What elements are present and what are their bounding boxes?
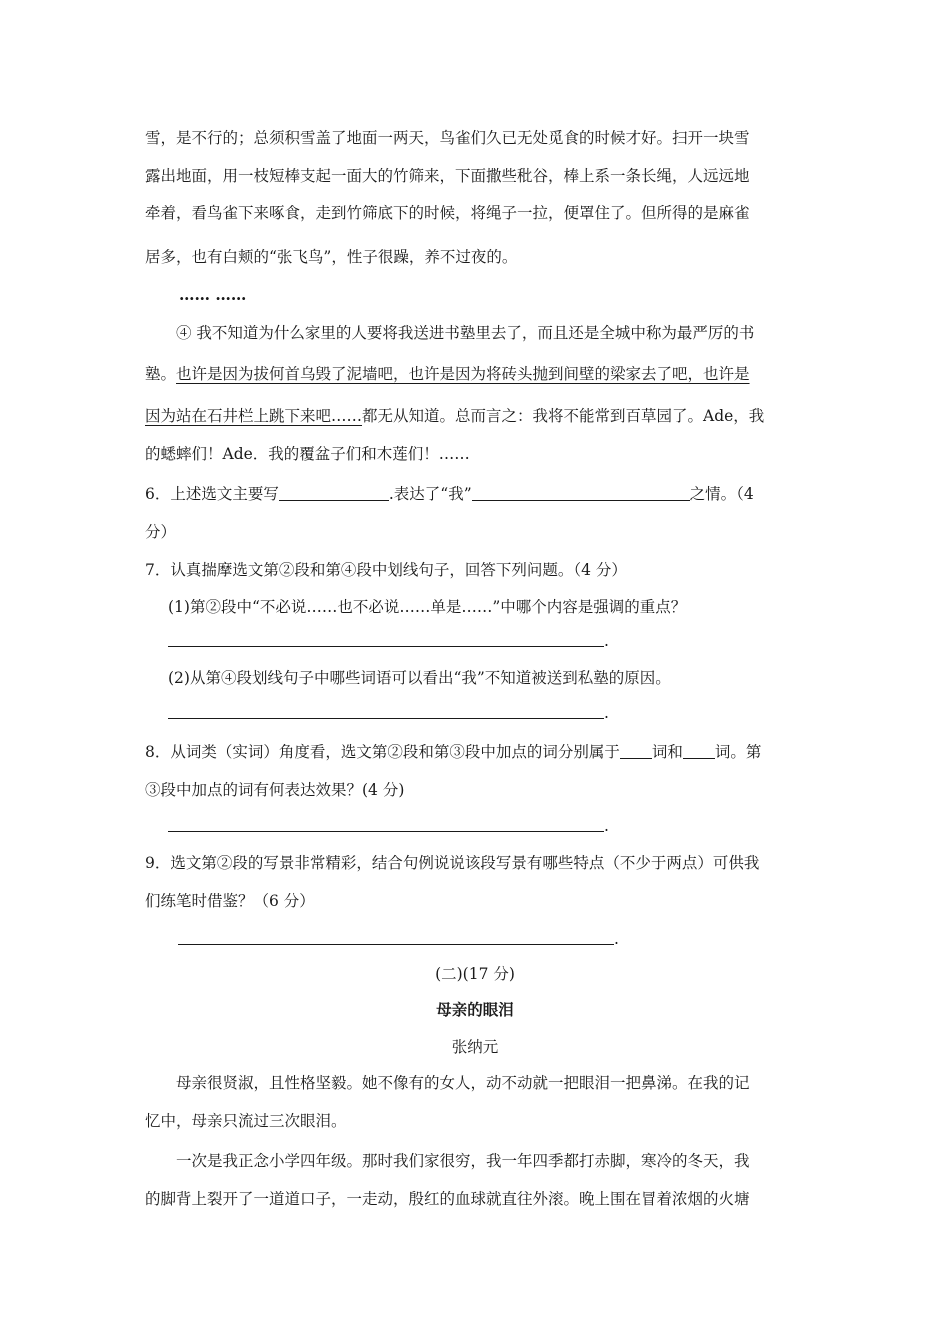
answer-line-8-period: . [604,817,609,835]
question-6-blank-1[interactable] [279,486,389,501]
passage-line-2: 露出地面，用一枝短棒支起一面大的竹筛来，下面撒些秕谷，棒上系一条长绳，人远远地 [145,167,750,185]
underlined-sentence-part-2: 因为站在石井栏上跳下来吧…… [145,407,363,425]
passage-line-1: 雪，是不行的；总须积雪盖了地面一两天，鸟雀们久已无处觅食的时候才好。扫开一块雪 [145,129,750,147]
paragraph-4-line-2-plain: 塾。 [145,365,177,383]
question-6-continued: 分） [145,523,177,541]
answer-line-8[interactable] [168,831,604,832]
question-8-text-c: 词。第 [714,743,762,761]
paragraph-4-line-4: 的蟋蟀们！Ade．我的覆盆子们和木莲们！…… [145,445,470,463]
article-paragraph-1-line-1: 母亲很贤淑，且性格坚毅。她不像有的女人，动不动就一把眼泪一把鼻涕。在我的记 [176,1074,750,1092]
question-7-part-2: (2)从第④段划线句子中哪些词语可以看出“我”不知道被送到私塾的原因。 [168,669,671,687]
underlined-sentence-part-1: 也许是因为拔何首乌毁了泥墙吧，也许是因为将砖头抛到间壁的梁家去了吧，也许是 [176,365,750,383]
question-7-part-1: (1)第②段中“不必说……也不必说……单是……”中哪个内容是强调的重点？ [168,598,687,616]
question-6-text-c: 之情。（4 [689,485,754,503]
question-8-text-a: 8．从词类（实词）角度看，选文第②段和第③段中加点的词分别属于 [145,743,620,761]
article-author: 张纳元 [451,1038,499,1056]
question-6 [145,484,754,504]
answer-line-7-2[interactable] [168,718,604,719]
question-7: 7．认真揣摩选文第②段和第④段中划线句子，回答下列问题。（4 分） [145,561,627,579]
answer-line-9[interactable] [178,944,614,945]
question-8-continued: ③段中加点的词有何表达效果？(4 分) [145,781,405,799]
paragraph-4-line-3-plain: 都无从知道。总而言之：我将不能常到百草园了。Ade，我 [362,407,765,425]
question-6-text-b: .表达了“我” [388,485,472,503]
answer-line-7-2-period: . [604,704,609,722]
passage-line-4: 居多，也有白颊的“张飞鸟”，性子很躁，养不过夜的。 [145,248,518,266]
passage-line-3: 牵着，看鸟雀下来啄食，走到竹筛底下的时候，将绳子一拉，便罩住了。但所得的是麻雀 [145,204,750,222]
question-6-blank-2[interactable] [472,486,690,501]
article-paragraph-1-line-2: 忆中，母亲只流过三次眼泪。 [145,1112,347,1130]
answer-line-9-period: . [614,930,619,948]
question-8 [145,742,761,762]
paragraph-4-line-3 [145,406,764,426]
question-9: 9．选文第②段的写景非常精彩，结合句例说说该段写景有哪些特点（不少于两点）可供我 [145,854,760,872]
question-8-text-b: 词和 [651,743,683,761]
section-heading: (二)(17 分) [435,965,515,983]
paragraph-4-line-2 [145,364,750,384]
question-6-text-a: 6．上述选文主要写 [145,485,279,503]
question-9-continued: 们练笔时借鉴？（6 分） [145,892,315,910]
answer-line-7-1[interactable] [168,646,604,647]
article-paragraph-2-line-2: 的脚背上裂开了一道道口子，一走动，殷红的血球就直往外滚。晚上围在冒着浓烟的火塘 [145,1190,750,1208]
passage-ellipsis: …… …… [179,285,247,304]
paragraph-4-line-1: ④ 我不知道为什么家里的人要将我送进书塾里去了，而且还是全城中称为最严厉的书 [176,324,755,342]
article-paragraph-2-line-1: 一次是我正念小学四年级。那时我们家很穷，我一年四季都打赤脚，寒冷的冬天，我 [176,1152,750,1170]
answer-line-7-1-period: . [604,632,609,650]
question-8-blank-1[interactable] [620,744,652,759]
article-title: 母亲的眼泪 [436,1001,514,1019]
question-8-blank-2[interactable] [683,744,715,759]
